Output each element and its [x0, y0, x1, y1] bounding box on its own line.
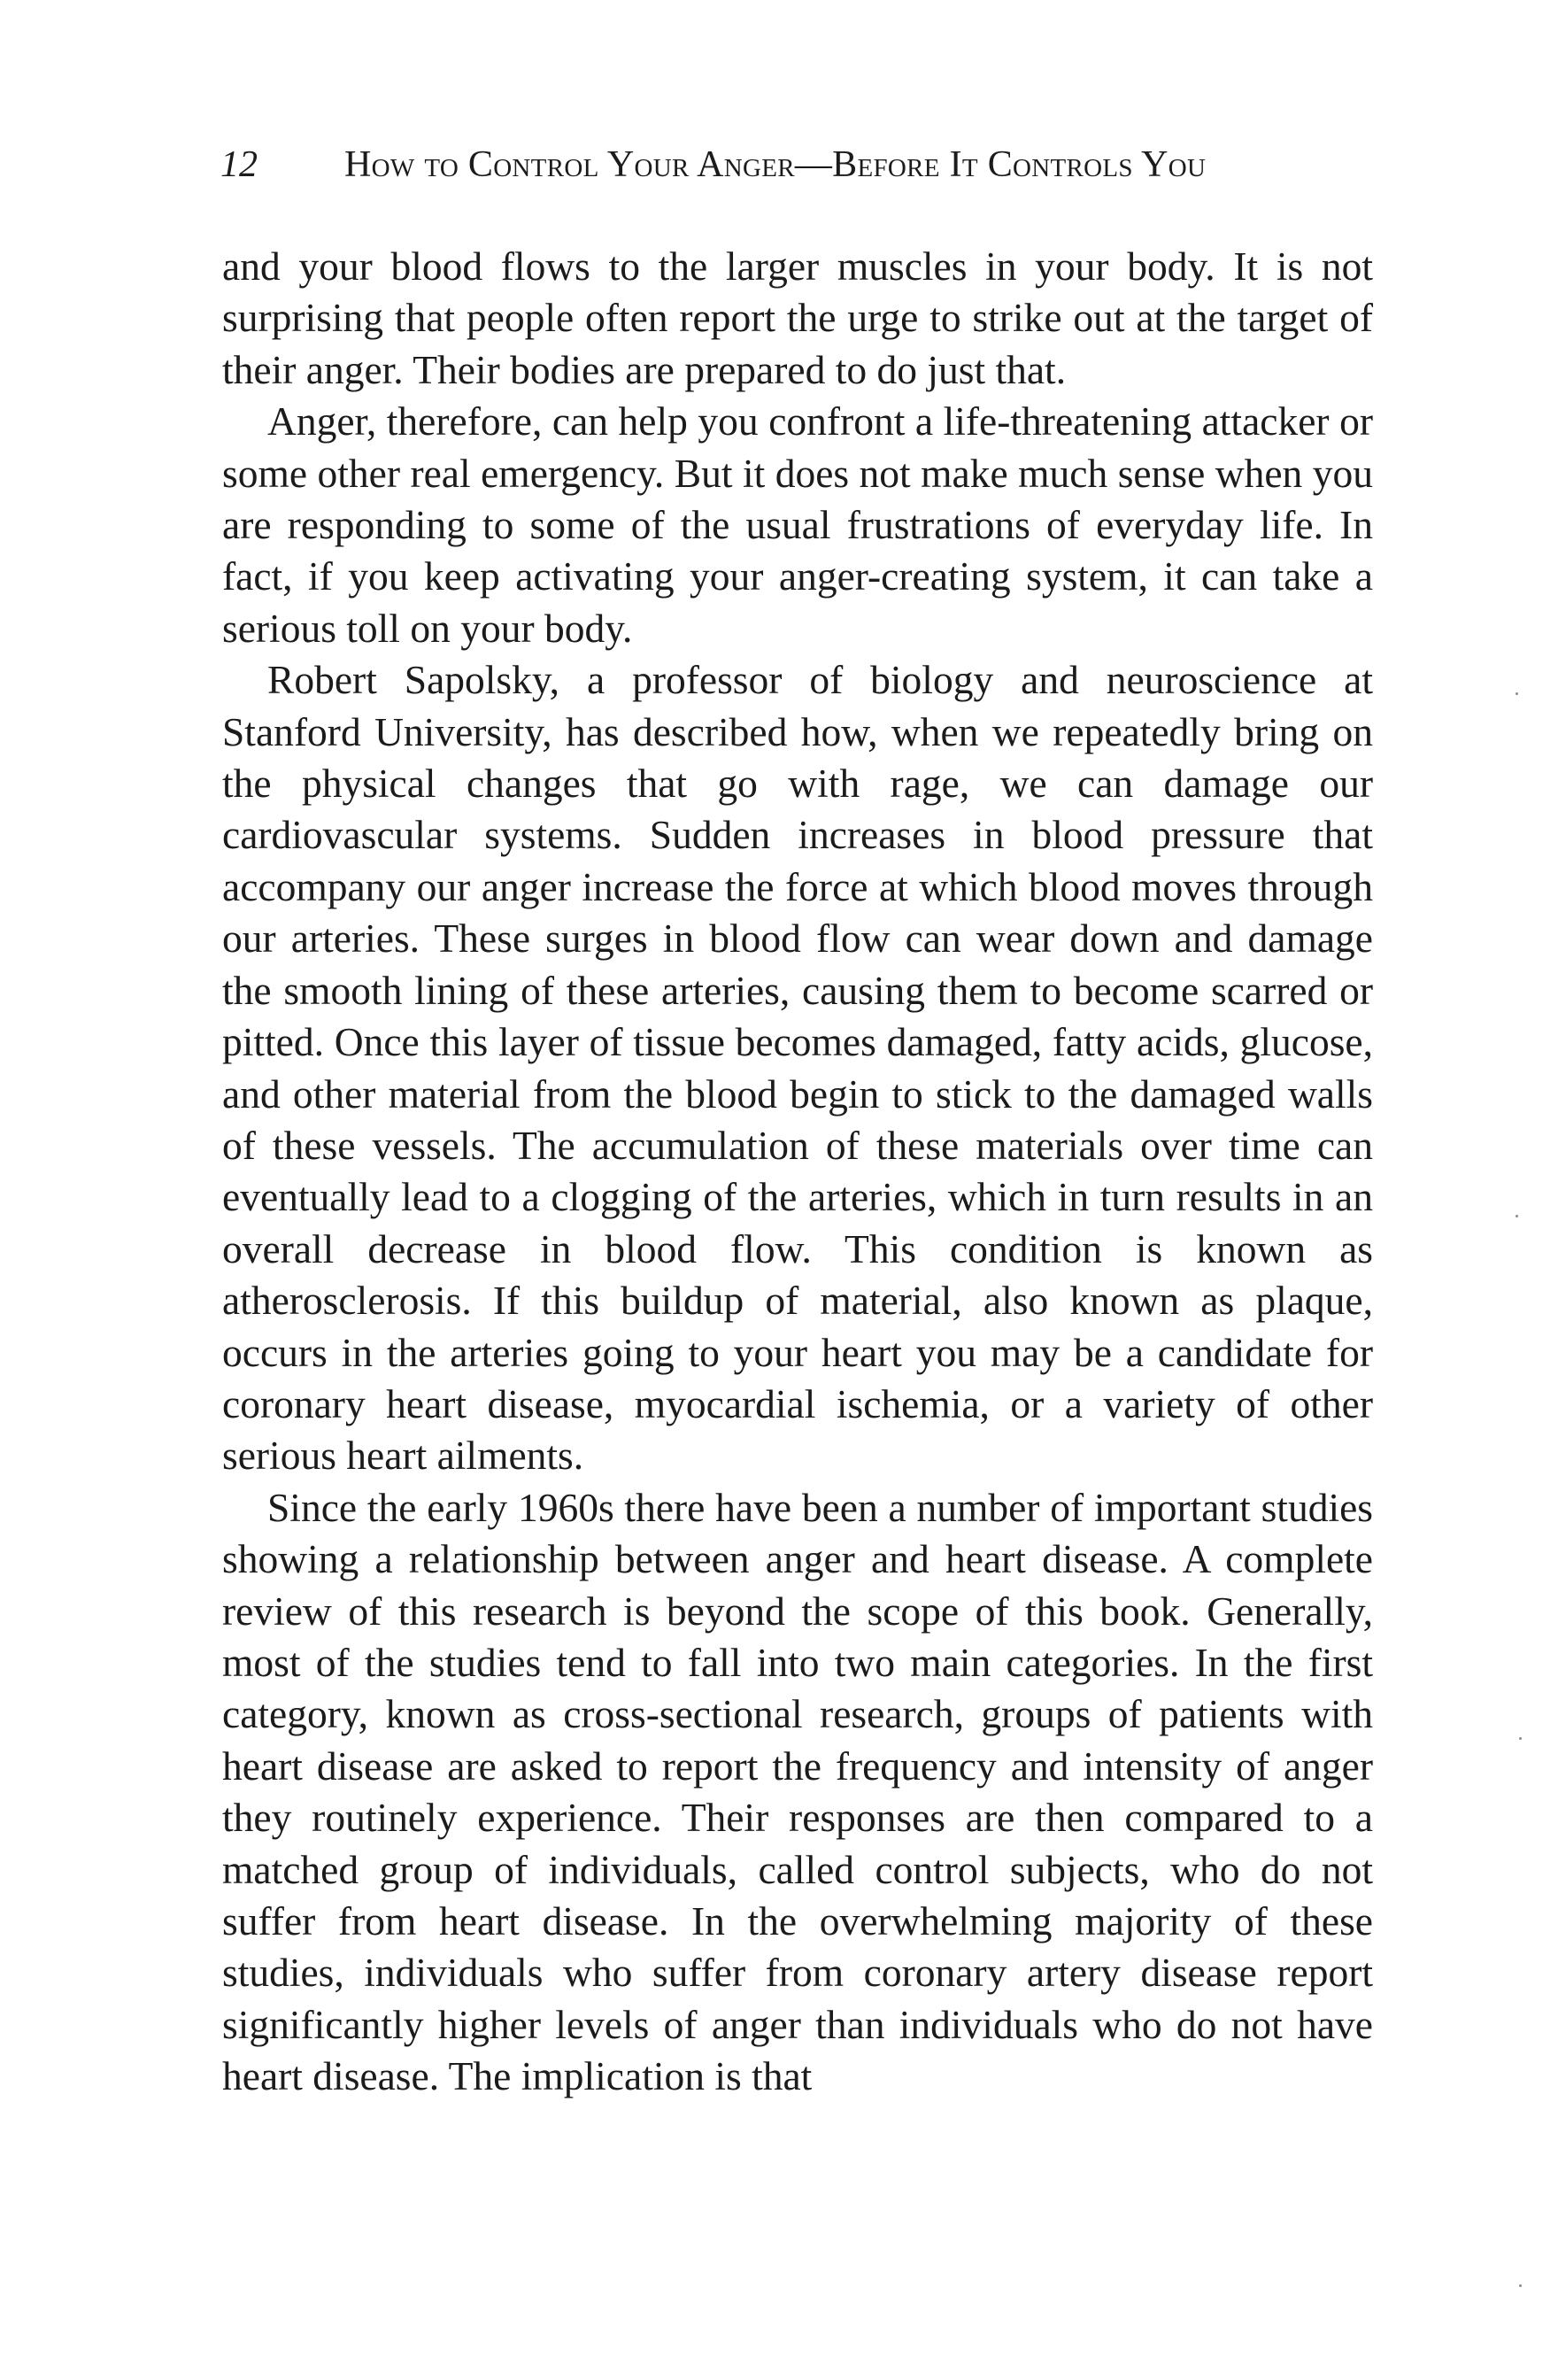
paragraph-continued: and your blood flows to the larger muscles in your body. It is not surprising that people often report the urge to strike out at the target of their anger. Their bodies are prepared to do just that. [222, 243, 1373, 392]
scan-speck [1516, 1215, 1518, 1217]
scan-speck [1519, 2284, 1522, 2287]
page-number: 12 [220, 144, 258, 185]
paragraph-sapolsky: Robert Sapolsky, a professor of biology and neuroscience at Stanford University, has described how, when we repeatedly bring on the physical changes that go with rage, we can damage our cardiovascular systems. Sudden increases in blood pressure that accompany our anger increase the force at which blood moves through our arteries. These surges in blood flow can wear down and damage the smooth lining of these arteries, causing them to become scarred or pitted. Once this layer of tissue becomes damaged, fatty acids, glucose, and other material from the blood begin to stick to the damaged walls of these vessels. The accumulation of these materials over time can eventually lead to a clogging of the arteries, which in turn results in an overall decrease in blood flow. This condition is known as atherosclerosis. If this buildup of material, also known as plaque, occurs in the arteries going to your heart you may be a candidate for coronary heart disease, myocardial ischemia, or a variety of other serious heart ailments. [222, 657, 1373, 1479]
scan-speck [1516, 692, 1518, 695]
paragraph-anger-emergency: Anger, therefore, can help you confront a life-threatening attacker or some other real emergency. But it does not make much sense when you are responding to some of the usual frustrations of everyday life. In fact, if you keep activating your anger-creating system, it can take a serious toll on your body. [222, 398, 1373, 651]
paragraph-studies: Since the early 1960s there have been a number of important studies showing a relationship between anger and heart disease. A complete review of this research is beyond the scope of this book. Generally, most of the studies tend to fall into two main categories. In the first category, known as cross-sectional research, groups of patients with heart disease are asked to report the frequency and intensity of anger they routinely experience. Their responses are then compared to a matched group of individuals, called control subjects, who do not suffer from heart disease. In the overwhelming majority of these studies, individuals who suffer from coronary artery disease report significantly higher levels of anger than individuals who do not have heart disease. The implication is that [222, 1484, 1373, 2099]
running-title: How to Control Your Anger—Before It Controls You [344, 144, 1207, 185]
body-text [222, 241, 1373, 2103]
running-head [220, 138, 1371, 191]
scan-speck [1519, 1737, 1522, 1740]
